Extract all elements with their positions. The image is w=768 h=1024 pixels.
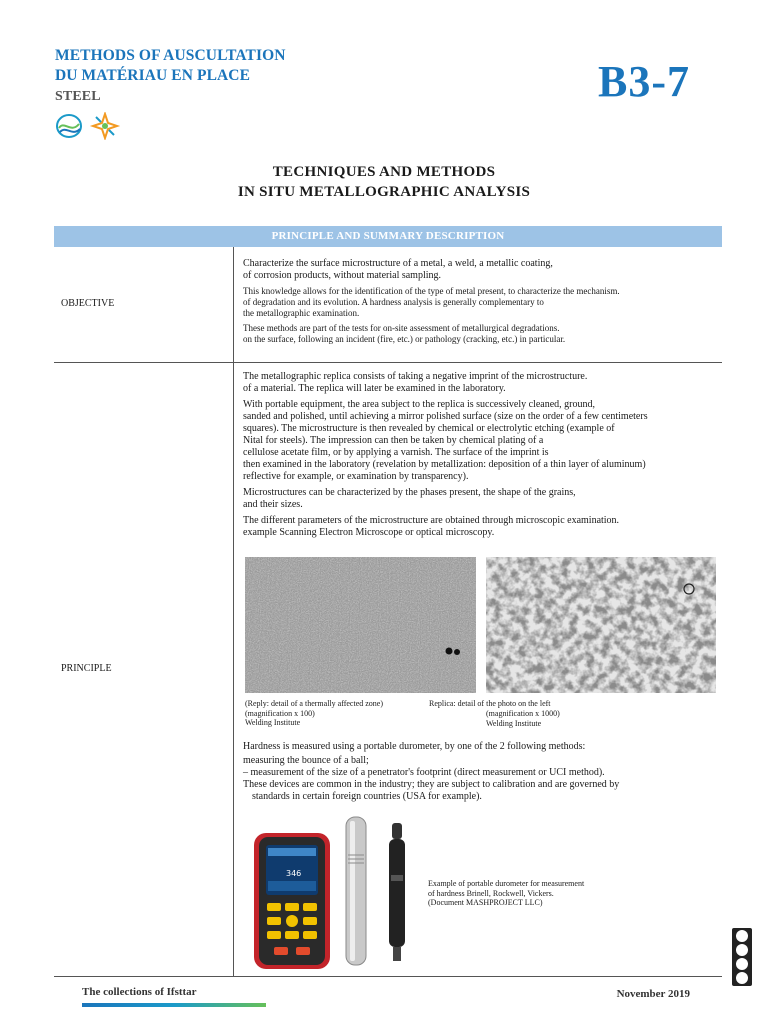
header-line-1: METHODS OF AUSCULTATION [55, 47, 286, 64]
principle-p4a: The different parameters of the microstructure are obtained through microscopic examination. [243, 515, 620, 526]
row-separator [54, 362, 722, 363]
principle-p2d: Nital for steels). The impression can then be taken by chemical plating of a [243, 435, 544, 446]
section-band: PRINCIPLE AND SUMMARY DESCRIPTION [54, 226, 722, 247]
micrograph-1-caption [245, 699, 383, 728]
micrograph-x100-image [245, 557, 476, 693]
document-code: B3-7 [598, 57, 690, 106]
cap1-line2: (magnification x 100) [245, 708, 315, 718]
table-bottom-border [54, 976, 722, 977]
principle-text [243, 371, 717, 543]
durometer-image [250, 815, 420, 971]
hardness-line-3: – measurement of the size of a penetrator's footprint (direct measurement or UCI method). [243, 767, 605, 778]
principle-label: PRINCIPLE [61, 663, 112, 674]
institution-logos [55, 112, 127, 140]
principle-p3b: and their sizes. [243, 499, 303, 510]
footer-color-bar [82, 1003, 266, 1007]
header-line-2: DU MATÉRIAU EN PLACE [55, 67, 251, 84]
principle-p2f: then examined in the laboratory (revelation by metallization: deposition of a thin layer of aluminum) [243, 459, 646, 470]
objective-label: OBJECTIVE [61, 298, 115, 309]
hardness-line-5: standards in certain foreign countries (USA for example). [252, 791, 482, 802]
objective-p2c: the metallographic examination. [243, 308, 360, 318]
device-screen-value: 346 [286, 869, 302, 878]
objective-p1a: Characterize the surface microstructure of a metal, a weld, a metallic coating, [243, 258, 553, 269]
cap1-line3: Welding Institute [245, 718, 301, 727]
principle-p2e: cellulose acetate film, or by applying a varnish. The surface of the imprint is [243, 447, 549, 458]
header-line-3: STEEL [55, 89, 101, 104]
footer-collection: The collections of Ifsttar [82, 986, 197, 998]
star-logo-icon [93, 114, 117, 138]
objective-p1b: of corrosion products, without material sampling. [243, 270, 442, 281]
principle-p4b: example Scanning Electron Microscope or optical microscopy. [243, 527, 495, 538]
cap2-line2: (magnification x 1000) [486, 709, 560, 718]
micrograph-2-caption-line1: Replica: detail of the photo on the left [429, 699, 551, 708]
objective-p3b: on the surface, following an incident (fire, etc.) or pathology (cracking, etc.) in particular. [243, 334, 566, 344]
content-table [54, 226, 722, 247]
title-line-2: IN SITU METALLOGRAPHIC ANALYSIS [237, 184, 531, 200]
title-line-1: TECHNIQUES AND METHODS [272, 164, 496, 180]
objective-p3a: These methods are part of the tests for on-site assessment of metallurgical degradations. [243, 323, 560, 333]
objective-text [243, 258, 717, 349]
micrograph-2-caption-rest [486, 709, 560, 728]
column-divider [233, 247, 234, 976]
device-caption-line2: of hardness Brinell, Rockwell, Vickers. [428, 888, 554, 898]
wave-logo-icon [57, 115, 81, 137]
hardness-line-2: measuring the bounce of a ball; [243, 755, 369, 766]
cap2-line3: Welding Institute [486, 718, 542, 728]
footer-date: November 2019 [616, 988, 690, 1000]
cap1-line1: (Reply: detail of a thermally affected zone) [245, 699, 384, 708]
hardness-line-1: Hardness is measured using a portable durometer, by one of the 2 following methods: [243, 741, 586, 752]
principle-p2g: reflective for example, or examination by transparency). [243, 471, 469, 482]
device-caption-line1: Example of portable durometer for measurement [428, 879, 585, 888]
principle-p3a: Microstructures can be characterized by the phases present, the shape of the grains, [243, 487, 576, 498]
principle-p2b: sanded and polished, until achieving a mirror polished surface (size on the order of a few centimeters [243, 411, 648, 422]
principle-p1b: of a material. The replica will later be examined in the laboratory. [243, 383, 506, 394]
hardness-text [243, 741, 717, 803]
durometer-caption [428, 879, 584, 908]
principle-p1a: The metallographic replica consists of taking a negative imprint of the microstructure. [243, 371, 588, 382]
device-caption-line3: (Document MASHPROJECT LLC) [428, 898, 543, 907]
micrograph-x1000-image [486, 557, 716, 693]
objective-p2b: of degradation and its evolution. A hardness analysis is generally complementary to [243, 297, 544, 307]
objective-p2a: This knowledge allows for the identification of the type of metal present, to characterize the mechanism. [243, 286, 620, 296]
hardness-line-4: These devices are common in the industry; they are subject to calibration and are governed by [243, 779, 620, 790]
principle-p2a: With portable equipment, the area subject to the replica is successively cleaned, ground, [243, 399, 595, 410]
principle-p2c: squares). The microstructure is then revealed by chemical or electrolytic etching (example of [243, 423, 615, 434]
creative-commons-badge-icon [732, 928, 752, 986]
